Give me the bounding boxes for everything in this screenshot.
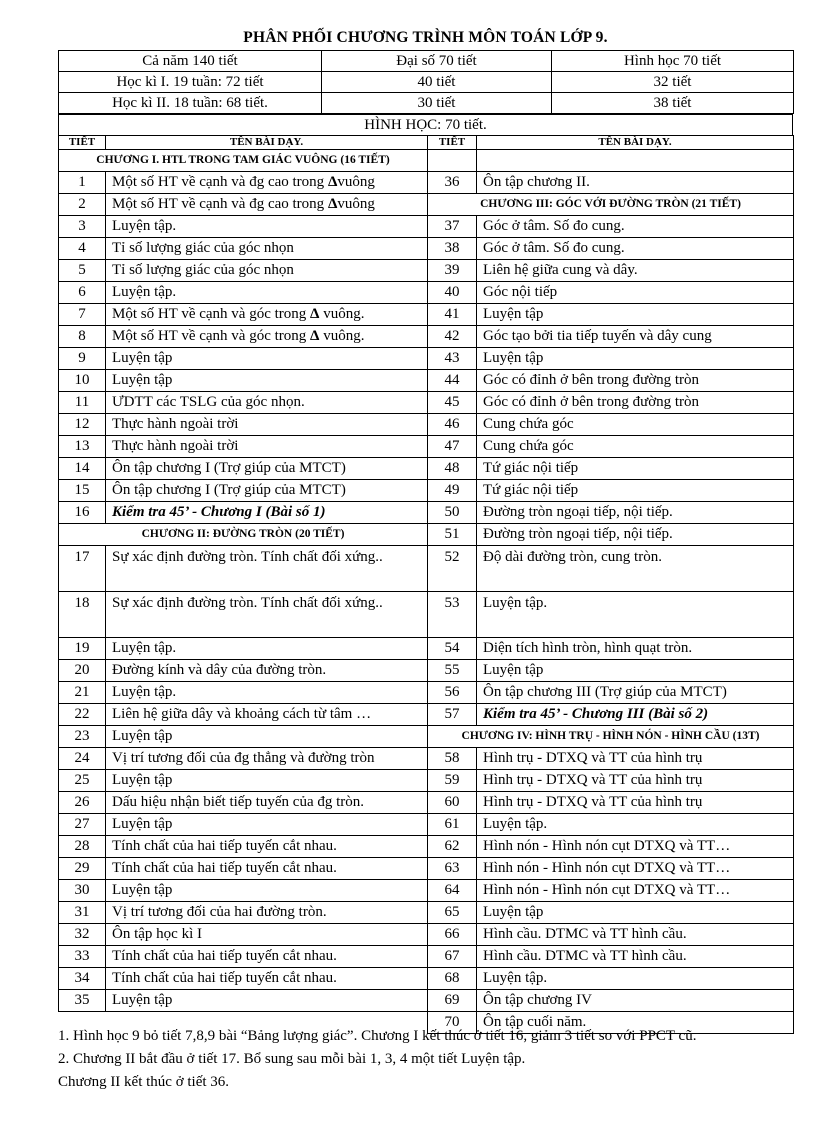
- table-row: [59, 392, 794, 414]
- lesson-name: Vị trí tương đối của hai đường tròn.: [106, 902, 428, 924]
- period-number: 44: [428, 370, 477, 392]
- lesson-table: [58, 135, 794, 1034]
- lesson-name: Tứ giác nội tiếp: [477, 480, 794, 502]
- lesson-name: Hình cầu. DTMC và TT hình cầu.: [477, 946, 794, 968]
- period-number: 58: [428, 748, 477, 770]
- lesson-name: Luyện tập.: [106, 682, 428, 704]
- table-row: [59, 414, 794, 436]
- period-number: 64: [428, 880, 477, 902]
- lesson-name: Một số HT về cạnh và đg cao trong Δvuông: [106, 194, 428, 216]
- lesson-name: Luyện tập: [106, 814, 428, 836]
- lesson-name: Vị trí tương đối của đg thẳng và đường tròn: [106, 748, 428, 770]
- lesson-name: Thực hành ngoài trời: [106, 414, 428, 436]
- summary-cell: Học kì II. 18 tuần: 68 tiết.: [59, 93, 322, 114]
- chapter-heading: CHƯƠNG II: ĐƯỜNG TRÒN (20 TIẾT): [59, 524, 428, 546]
- table-row: [59, 880, 794, 902]
- period-header: TIẾT: [59, 136, 106, 150]
- lesson-name: Hình cầu. DTMC và TT hình cầu.: [477, 924, 794, 946]
- period-number: 26: [59, 792, 106, 814]
- lesson-name: Luyện tập: [106, 880, 428, 902]
- period-number: 63: [428, 858, 477, 880]
- lesson-name: Hình nón - Hình nón cụt DTXQ và TT…: [477, 880, 794, 902]
- period-number: 31: [59, 902, 106, 924]
- lesson-name: Luyện tập: [106, 990, 428, 1012]
- table-row: [59, 326, 794, 348]
- period-number: 41: [428, 304, 477, 326]
- footnote-line: 2. Chương II bắt đầu ở tiết 17. Bổ sung sau mỗi bài 1, 3, 4 một tiết Luyện tập.: [58, 1051, 526, 1067]
- table-row: [59, 436, 794, 458]
- table-row: [59, 726, 794, 748]
- period-number: 10: [59, 370, 106, 392]
- header-row: [59, 136, 794, 150]
- period-number: 46: [428, 414, 477, 436]
- period-number: 60: [428, 792, 477, 814]
- lesson-name: Ôn tập chương II.: [477, 172, 794, 194]
- period-number: 8: [59, 326, 106, 348]
- table-row: [59, 638, 794, 660]
- lesson-name: Góc ở tâm. Số đo cung.: [477, 238, 794, 260]
- table-row: [59, 836, 794, 858]
- period-number: 5: [59, 260, 106, 282]
- period-number: 52: [428, 546, 477, 592]
- period-number: 18: [59, 592, 106, 638]
- period-number: 7: [59, 304, 106, 326]
- lesson-name: Ôn tập chương I (Trợ giúp của MTCT): [106, 458, 428, 480]
- chapter-heading: CHƯƠNG I. HTL TRONG TAM GIÁC VUÔNG (16 TIẾT): [59, 150, 428, 172]
- period-number: 54: [428, 638, 477, 660]
- triangle-symbol: Δ: [310, 306, 320, 322]
- period-number: 29: [59, 858, 106, 880]
- lesson-name: ƯDTT các TSLG của góc nhọn.: [106, 392, 428, 414]
- lesson-name: Thực hành ngoài trời: [106, 436, 428, 458]
- table-row: [59, 968, 794, 990]
- table-row: [59, 792, 794, 814]
- period-number: 55: [428, 660, 477, 682]
- period-number: 34: [59, 968, 106, 990]
- summary-row: [59, 51, 794, 72]
- lesson-name: Luyện tập.: [106, 216, 428, 238]
- period-number: 28: [59, 836, 106, 858]
- summary-cell: Hình học 70 tiết: [552, 51, 794, 72]
- period-number: 57: [428, 704, 477, 726]
- period-number: 24: [59, 748, 106, 770]
- period-number: 23: [59, 726, 106, 748]
- period-number: 42: [428, 326, 477, 348]
- lesson-name: Một số HT về cạnh và góc trong Δ vuông.: [106, 304, 428, 326]
- period-number: 32: [59, 924, 106, 946]
- period-number: 15: [59, 480, 106, 502]
- table-row: [59, 924, 794, 946]
- table-row: [59, 704, 794, 726]
- period-number: 48: [428, 458, 477, 480]
- table-row: [59, 348, 794, 370]
- lesson-name: Liên hệ giữa dây và khoảng cách từ tâm …: [106, 704, 428, 726]
- table-row: [59, 480, 794, 502]
- period-number: 22: [59, 704, 106, 726]
- lesson-name: Dấu hiệu nhận biết tiếp tuyến của đg tròn.: [106, 792, 428, 814]
- lesson-name: Luyện tập.: [106, 638, 428, 660]
- table-row: [59, 946, 794, 968]
- lesson-name: Hình nón - Hình nón cụt DTXQ và TT…: [477, 858, 794, 880]
- chapter-heading: CHƯƠNG III: GÓC VỚI ĐƯỜNG TRÒN (21 TIẾT): [428, 194, 794, 216]
- period-number: [428, 150, 477, 172]
- table-row: [59, 592, 794, 638]
- lesson-name: Hình nón - Hình nón cụt DTXQ và TT…: [477, 836, 794, 858]
- geometry-title-table: [58, 114, 793, 135]
- summary-cell: Học kì I. 19 tuần: 72 tiết: [59, 72, 322, 93]
- summary-cell: Cả năm 140 tiết: [59, 51, 322, 72]
- period-number: 66: [428, 924, 477, 946]
- period-number: 1: [59, 172, 106, 194]
- lesson-name: Đường tròn ngoại tiếp, nội tiếp.: [477, 524, 794, 546]
- period-number: 59: [428, 770, 477, 792]
- period-number: 6: [59, 282, 106, 304]
- table-row: [59, 546, 794, 592]
- lesson-name: Luyện tập.: [477, 968, 794, 990]
- lesson-name: Ôn tập chương I (Trợ giúp của MTCT): [106, 480, 428, 502]
- lesson-name: Luyện tập: [477, 902, 794, 924]
- period-number: 25: [59, 770, 106, 792]
- table-row: [59, 150, 794, 172]
- triangle-symbol: Δ: [327, 196, 338, 212]
- table-row: [59, 524, 794, 546]
- summary-cell: 40 tiết: [322, 72, 552, 93]
- lesson-name: Diện tích hình tròn, hình quạt tròn.: [477, 638, 794, 660]
- summary-cell: Đại số 70 tiết: [322, 51, 552, 72]
- period-number: 33: [59, 946, 106, 968]
- lesson-name: Đường tròn ngoại tiếp, nội tiếp.: [477, 502, 794, 524]
- period-number: 69: [428, 990, 477, 1012]
- summary-table: [58, 50, 794, 114]
- lesson-name: Tứ giác nội tiếp: [477, 458, 794, 480]
- period-number: 50: [428, 502, 477, 524]
- triangle-symbol: Δ: [327, 174, 338, 190]
- footnote-line: Chương II kết thúc ở tiết 36.: [58, 1074, 230, 1090]
- summary-cell: 38 tiết: [552, 93, 794, 114]
- table-row: [59, 304, 794, 326]
- period-number: 14: [59, 458, 106, 480]
- period-number: 49: [428, 480, 477, 502]
- lesson-name: Tính chất của hai tiếp tuyến cắt nhau.: [106, 968, 428, 990]
- lesson-name: Hình trụ - DTXQ và TT của hình trụ: [477, 792, 794, 814]
- lesson-name: Luyện tập.: [106, 282, 428, 304]
- document-page: [58, 26, 793, 1034]
- period-number: 17: [59, 546, 106, 592]
- lesson-name: Tỉ số lượng giác của góc nhọn: [106, 260, 428, 282]
- period-number: 56: [428, 682, 477, 704]
- period-number: 37: [428, 216, 477, 238]
- table-row: [59, 990, 794, 1012]
- period-number: 67: [428, 946, 477, 968]
- lesson-name: Ôn tập chương III (Trợ giúp của MTCT): [477, 682, 794, 704]
- period-number: 3: [59, 216, 106, 238]
- lesson-name: Hình trụ - DTXQ và TT của hình trụ: [477, 748, 794, 770]
- lesson-name: Luyện tập: [106, 348, 428, 370]
- lesson-name: Luyện tập: [106, 726, 428, 748]
- lesson-name: Tính chất của hai tiếp tuyến cắt nhau.: [106, 836, 428, 858]
- lesson-name: Sự xác định đường tròn. Tính chất đối xứng..: [106, 546, 428, 592]
- lesson-name: Sự xác định đường tròn. Tính chất đối xứng..: [106, 592, 428, 638]
- table-row: [59, 260, 794, 282]
- lesson-name: Kiểm tra 45’ - Chương I (Bài số 1): [106, 502, 428, 524]
- lesson-name: Đường kính và dây của đường tròn.: [106, 660, 428, 682]
- table-row: [59, 748, 794, 770]
- lesson-name: Cung chứa góc: [477, 414, 794, 436]
- lesson-header: TÊN BÀI DẠY.: [106, 136, 428, 150]
- table-row: [59, 902, 794, 924]
- lesson-name: Góc nội tiếp: [477, 282, 794, 304]
- table-row: [59, 682, 794, 704]
- period-number: 53: [428, 592, 477, 638]
- lesson-name: [477, 150, 794, 172]
- table-row: [59, 502, 794, 524]
- period-number: 27: [59, 814, 106, 836]
- lesson-name: Luyện tập: [106, 370, 428, 392]
- period-number: 68: [428, 968, 477, 990]
- period-number: 21: [59, 682, 106, 704]
- footnote-line: 1. Hình học 9 bỏ tiết 7,8,9 bài “Bảng lượng giác”. Chương I kết thúc ở tiết 16, giảm 3 tiết so với PPCT cũ.: [58, 1028, 697, 1044]
- table-row: [59, 770, 794, 792]
- period-number: 47: [428, 436, 477, 458]
- lesson-name: Cung chứa góc: [477, 436, 794, 458]
- summary-row: [59, 72, 794, 93]
- table-row: [59, 458, 794, 480]
- period-number: 9: [59, 348, 106, 370]
- lesson-name: Hình trụ - DTXQ và TT của hình trụ: [477, 770, 794, 792]
- period-number: 45: [428, 392, 477, 414]
- period-number: 12: [59, 414, 106, 436]
- lesson-name: Luyện tập: [106, 770, 428, 792]
- triangle-symbol: Δ: [310, 328, 320, 344]
- summary-cell: 30 tiết: [322, 93, 552, 114]
- period-number: 70: [428, 1012, 477, 1034]
- chapter-heading: CHƯƠNG IV: HÌNH TRỤ - HÌNH NÓN - HÌNH CẦU (13T): [428, 726, 794, 748]
- lesson-name: Một số HT về cạnh và đg cao trong Δvuông: [106, 172, 428, 194]
- lesson-name: Góc có đỉnh ở bên trong đường tròn: [477, 392, 794, 414]
- period-number: 2: [59, 194, 106, 216]
- period-number: 40: [428, 282, 477, 304]
- period-number: 13: [59, 436, 106, 458]
- period-number: 39: [428, 260, 477, 282]
- lesson-name: Ôn tập chương IV: [477, 990, 794, 1012]
- table-row: [59, 282, 794, 304]
- period-number: 61: [428, 814, 477, 836]
- table-row: [59, 172, 794, 194]
- lesson-name: Luyện tập.: [477, 592, 794, 638]
- geometry-title: HÌNH HỌC: 70 tiết.: [59, 115, 793, 136]
- lesson-name: Luyện tập: [477, 348, 794, 370]
- period-number: 65: [428, 902, 477, 924]
- lesson-name: Luyện tập: [477, 660, 794, 682]
- lesson-name: Tính chất của hai tiếp tuyến cắt nhau.: [106, 858, 428, 880]
- lesson-name: Tính chất của hai tiếp tuyến cắt nhau.: [106, 946, 428, 968]
- lesson-name: Góc ở tâm. Số đo cung.: [477, 216, 794, 238]
- period-header: TIẾT: [428, 136, 477, 150]
- table-row: [59, 216, 794, 238]
- page-title: PHÂN PHỐI CHƯƠNG TRÌNH MÔN TOÁN LỚP 9.: [243, 29, 608, 46]
- lesson-name: Ôn tập cuối năm.: [477, 1012, 794, 1034]
- period-number: 38: [428, 238, 477, 260]
- table-row: [59, 194, 794, 216]
- period-number: 36: [428, 172, 477, 194]
- table-row: [59, 370, 794, 392]
- lesson-name: Luyện tập: [477, 304, 794, 326]
- period-number: 51: [428, 524, 477, 546]
- lesson-name: Ôn tập học kì I: [106, 924, 428, 946]
- lesson-name: Góc tạo bởi tia tiếp tuyến và dây cung: [477, 326, 794, 348]
- period-number: 4: [59, 238, 106, 260]
- lesson-name: Góc có đỉnh ở bên trong đường tròn: [477, 370, 794, 392]
- summary-row: [59, 93, 794, 114]
- lesson-header: TÊN BÀI DẠY.: [477, 136, 794, 150]
- period-number: 35: [59, 990, 106, 1012]
- period-number: 20: [59, 660, 106, 682]
- lesson-name: Kiểm tra 45’ - Chương III (Bài số 2): [477, 704, 794, 726]
- table-row: [59, 858, 794, 880]
- lesson-name: Luyện tập.: [477, 814, 794, 836]
- period-number: 30: [59, 880, 106, 902]
- lesson-name: Tỉ số lượng giác của góc nhọn: [106, 238, 428, 260]
- table-row: [59, 814, 794, 836]
- lesson-name: Một số HT về cạnh và góc trong Δ vuông.: [106, 326, 428, 348]
- period-number: 11: [59, 392, 106, 414]
- period-number: 43: [428, 348, 477, 370]
- table-row: [59, 660, 794, 682]
- lesson-name: Độ dài đường tròn, cung tròn.: [477, 546, 794, 592]
- period-number: 16: [59, 502, 106, 524]
- table-row: [59, 238, 794, 260]
- lesson-name: Liên hệ giữa cung và dây.: [477, 260, 794, 282]
- footnotes: [58, 1025, 803, 1094]
- period-number: 62: [428, 836, 477, 858]
- period-number: 19: [59, 638, 106, 660]
- summary-cell: 32 tiết: [552, 72, 794, 93]
